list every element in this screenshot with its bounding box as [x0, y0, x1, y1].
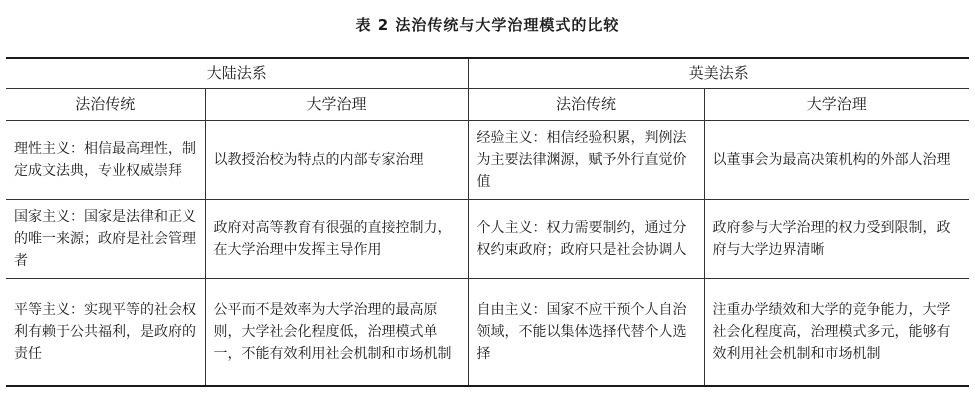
- table-cell: 公平而不是效率为大学治理的最高原则，大学社会化程度低，治理模式单一，不能有效利用社会机制和市场机制: [205, 278, 468, 386]
- table-cell: 理性主义：相信最高理性，制定成文法典，专业权威崇拜: [6, 120, 205, 199]
- table-row: [6, 120, 969, 199]
- table-cell: 以董事会为最高决策机构的外部人治理: [704, 120, 969, 199]
- table-cell: 以教授治校为特点的内部专家治理: [205, 120, 468, 199]
- column-header: 法治传统: [6, 88, 205, 120]
- group-header-anglo-american: 英美法系: [468, 58, 969, 88]
- group-header-continental: 大陆法系: [6, 58, 468, 88]
- table-row: [6, 278, 969, 386]
- group-header-row: [6, 58, 969, 88]
- table-cell: 平等主义：实现平等的社会权利有赖于公共福利，是政府的责任: [6, 278, 205, 386]
- table-cell: 注重办学绩效和大学的竞争能力，大学社会化程度高，治理模式多元，能够有效利用社会机制和市场机制: [704, 278, 969, 386]
- column-header: 法治传统: [468, 88, 704, 120]
- table-cell: 经验主义：相信经验积累，判例法为主要法律渊源，赋予外行直觉价值: [468, 120, 704, 199]
- table-cell: 个人主义：权力需要制约，通过分权约束政府；政府只是社会协调人: [468, 199, 704, 278]
- table-row: [6, 199, 969, 278]
- table-caption: 表 2 法治传统与大学治理模式的比较: [355, 16, 620, 34]
- comparison-table: [6, 57, 969, 387]
- table-cell: 国家主义：国家是法律和正义的唯一来源；政府是社会管理者: [6, 199, 205, 278]
- table-cell: 自由主义：国家不应干预个人自治领域，不能以集体选择代替个人选择: [468, 278, 704, 386]
- table-cell: 政府对高等教育有很强的直接控制力，在大学治理中发挥主导作用: [205, 199, 468, 278]
- column-header: 大学治理: [704, 88, 969, 120]
- column-header-row: [6, 88, 969, 120]
- table-cell: 政府参与大学治理的权力受到限制，政府与大学边界清晰: [704, 199, 969, 278]
- column-header: 大学治理: [205, 88, 468, 120]
